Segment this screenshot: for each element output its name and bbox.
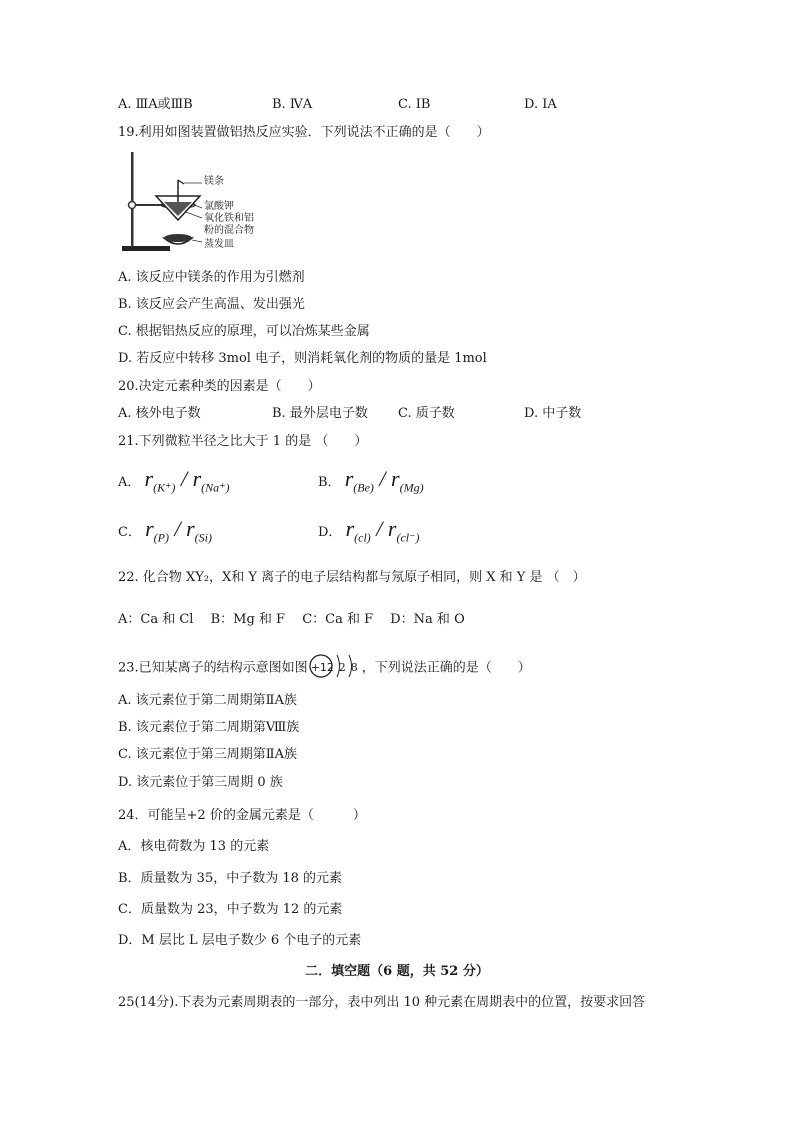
q23-stem-after: ，下列说法正确的是（ ）	[361, 660, 531, 676]
q22-options: A：Ca 和 Cl B：Mg 和 F C：Ca 和 F D：Na 和 O	[118, 612, 465, 627]
q22-stem: 22. 化合物 XY₂，X和 Y 离子的电子层结构都与氖原子相同，则 X 和 Y 是 （ ）	[118, 570, 586, 585]
q20-option-d: D. 中子数	[524, 406, 582, 421]
q24-option-a: A．核电荷数为 13 的元素	[118, 839, 270, 854]
q21-option-letter: A．	[118, 475, 141, 490]
q23-stem-before: 23.已知某离子的结构示意图如图	[118, 660, 308, 676]
section-2-title: 二．填空题（6 题，共 52 分）	[305, 964, 489, 979]
q18-option-b: B. ⅣA	[272, 97, 313, 112]
figure-label-iron-oxide-aluminum: 氧化铁和铝	[204, 213, 254, 224]
q19-option-c: C. 根据铝热反应的原理，可以冶炼某些金属	[118, 324, 370, 339]
q23-option-a: A. 该元素位于第二周期第ⅡA族	[118, 693, 297, 708]
figure-label-potassium-chlorate: 氯酸钾	[204, 201, 234, 212]
q24-option-c: C．质量数为 23，中子数为 12 的元素	[118, 902, 343, 917]
q25-stem: 25(14分).下表为元素周期表的一部分，表中列出 10 种元素在周期表中的位置，按要求回答	[118, 995, 646, 1010]
q23-option-c: C. 该元素位于第三周期第ⅡA族	[118, 747, 297, 762]
q21-option-letter: C．	[118, 525, 141, 540]
q23-option-b: B. 该元素位于第二周期第Ⅷ族	[118, 720, 300, 735]
q21-option-a: A． $r_{(K^+)} / r_{(Na^+)}$	[118, 466, 230, 495]
q21-option-letter: D．	[318, 525, 342, 540]
q24-option-b: B．质量数为 35，中子数为 18 的元素	[118, 871, 343, 886]
q23-stem	[118, 655, 531, 681]
q20-stem: 20.决定元素种类的因素是（ ）	[118, 379, 321, 394]
q20-option-a: A. 核外电子数	[118, 406, 201, 421]
figure-label-magnesium-ribbon: 镁条	[204, 176, 224, 187]
q20-option-b: B. 最外层电子数	[272, 406, 368, 421]
q21-option-c: C． $r_{(P)} / r_{(Si)}$	[118, 516, 212, 545]
q19-stem: 19.利用如图装置做铝热反应实验．下列说法不正确的是（ ）	[118, 125, 490, 140]
q19-option-b: B. 该反应会产生高温、发出强光	[118, 297, 305, 312]
figure-label-evaporating-dish: 蒸发皿	[204, 239, 234, 250]
q20-option-c: C. 质子数	[398, 406, 455, 421]
figure-label-powder-mixture: 粉的混合物	[204, 225, 254, 236]
q21-option-b: B． $r_{(Be)} / r_{(Mg)}$	[318, 466, 424, 495]
q23-option-d: D. 该元素位于第三周期 0 族	[118, 775, 283, 790]
shell-1-electrons: 2	[338, 661, 346, 674]
q21-option-d: D． $r_{(cl)} / r_{(cl^-)}$	[318, 516, 420, 545]
q21-stem: 21.下列微粒半径之比大于 1 的是 （ ）	[118, 434, 368, 449]
q24-option-d: D．M 层比 L 层电子数少 6 个电子的元素	[118, 933, 362, 948]
q19-option-a: A. 该反应中镁条的作用为引燃剂	[118, 270, 305, 285]
ion-structure-diagram	[308, 655, 362, 681]
shell-2-electrons: 8	[350, 661, 358, 674]
q18-option-c: C. ⅠB	[398, 97, 431, 112]
q18-option-d: D. ⅠA	[524, 97, 557, 112]
nucleus-charge: +12	[310, 661, 334, 674]
q24-stem: 24．可能呈+2 价的金属元素是（ ）	[118, 808, 366, 823]
q19-option-d: D. 若反应中转移 3mol 电子，则消耗氧化剂的物质的量是 1mol	[118, 351, 487, 366]
q18-option-a: A. ⅢA或ⅢB	[118, 97, 193, 112]
q21-option-letter: B．	[318, 475, 341, 490]
